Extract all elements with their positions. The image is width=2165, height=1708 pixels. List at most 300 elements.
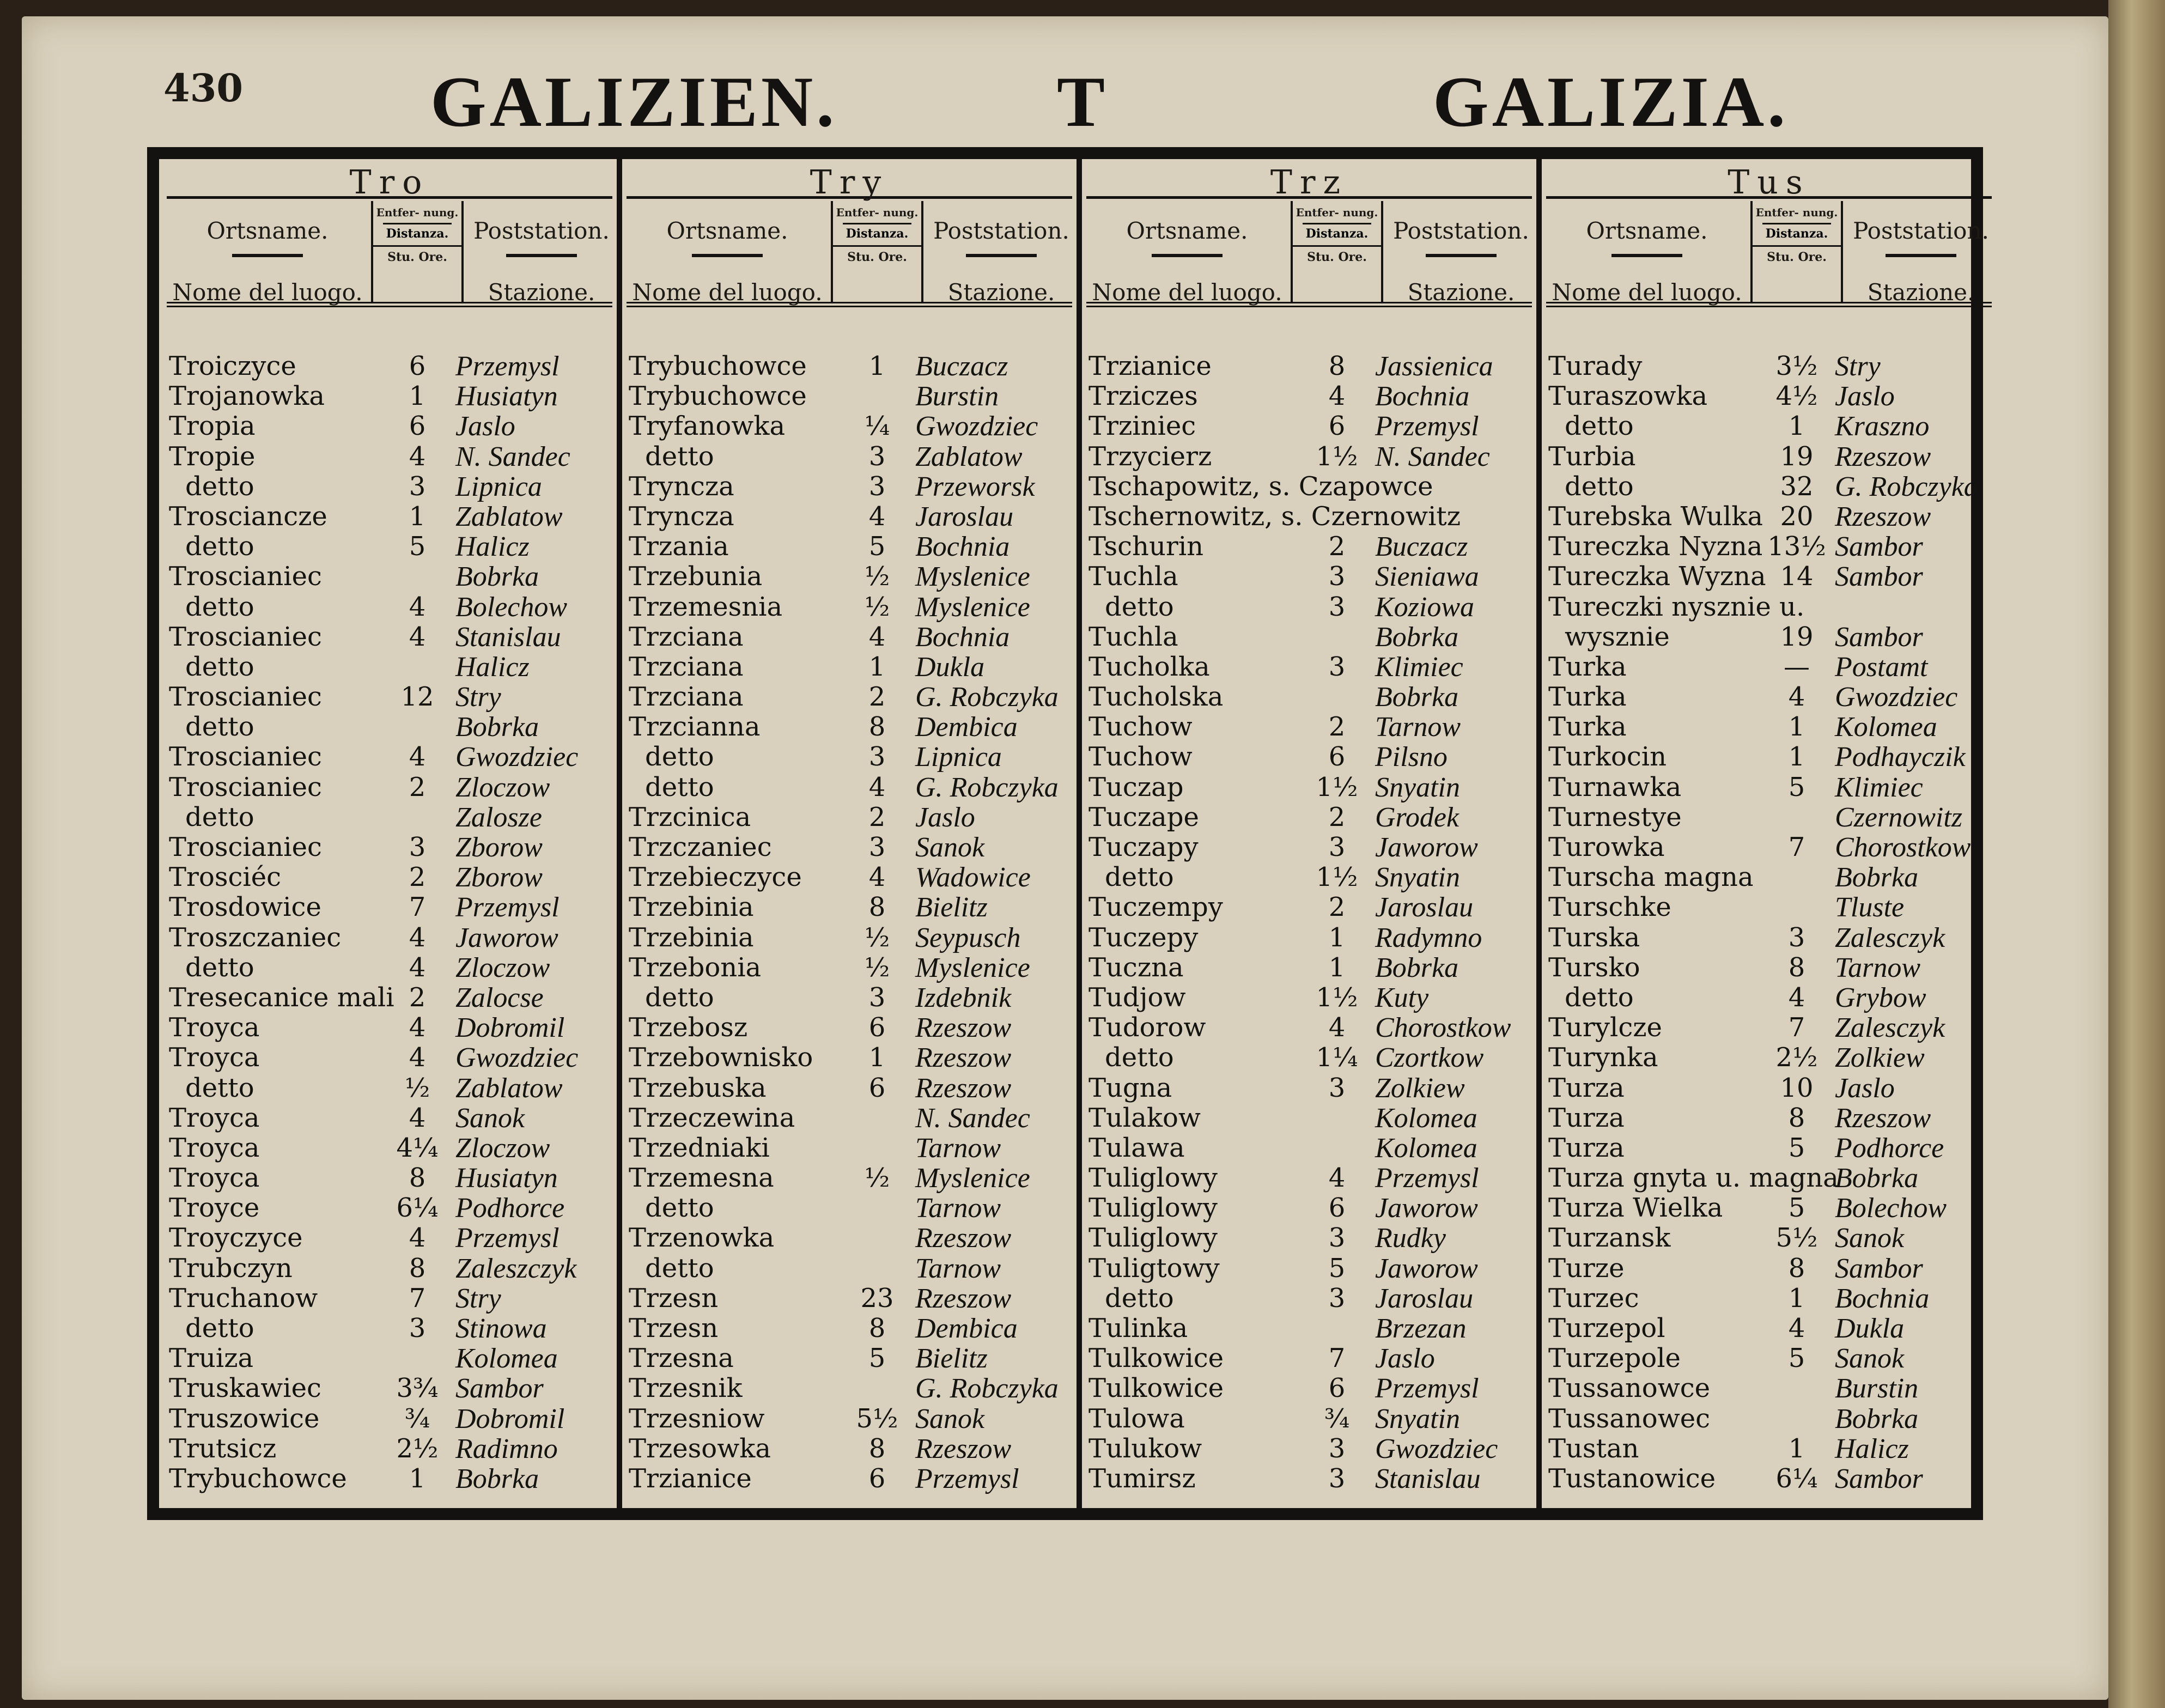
post-station: Bochnia: [915, 531, 1010, 563]
distance-value: 3: [1328, 1072, 1346, 1103]
post-station: Jaworow: [1375, 832, 1478, 863]
place-name: detto: [645, 741, 714, 773]
table-row: [167, 1314, 616, 1344]
distance-value: 13½: [1767, 531, 1826, 562]
place-name: detto: [1105, 862, 1174, 893]
distance-value: 6: [1328, 1193, 1346, 1224]
distance-value: 2: [868, 801, 886, 832]
place-name: detto: [1105, 1282, 1174, 1314]
post-station: G. Robczyka: [915, 682, 1059, 713]
distance-value: 3: [868, 832, 886, 862]
place-name: Turschke: [1548, 892, 1671, 923]
table-row: [167, 1163, 616, 1193]
table-row: [167, 381, 616, 411]
post-station: Zablatow: [915, 441, 1023, 472]
distance-value: 8: [1788, 1102, 1805, 1133]
table-row: [167, 652, 616, 682]
post-station: Husiatyn: [455, 381, 558, 412]
post-station: Zalesczyk: [1835, 922, 1945, 953]
post-station: Tarnow: [915, 1253, 1001, 1284]
divider: [692, 254, 763, 257]
place-name: Trzesowka: [629, 1433, 771, 1464]
post-station: Izdebnik: [915, 982, 1012, 1013]
table-row: [1546, 862, 1995, 892]
table-row: [1086, 983, 1535, 1013]
place-name: Trzebieczyce: [629, 862, 802, 893]
place-name: Turzansk: [1548, 1223, 1671, 1254]
distance-value: 6: [1328, 411, 1346, 442]
label-poststation: Poststation.: [1393, 217, 1529, 244]
distance-value: 7: [1328, 1343, 1346, 1374]
table-row: [1086, 1404, 1535, 1434]
distance-value: 1: [1788, 1282, 1805, 1314]
place-name: Trzebunia: [629, 561, 763, 592]
post-station: Zaleszczyk: [455, 1253, 577, 1284]
place-name: Turnestye: [1548, 801, 1682, 832]
distance-value: 8: [868, 892, 886, 923]
place-name: Trybuchowce: [629, 381, 807, 412]
place-name: detto: [645, 771, 714, 803]
distance-value: 4: [409, 1102, 426, 1133]
distance-value: 1: [409, 501, 426, 532]
table-row: [1086, 1013, 1535, 1043]
place-name: detto: [645, 441, 714, 472]
place-name: Tuliglowy: [1088, 1163, 1218, 1194]
table-row: [1086, 773, 1535, 803]
table-row: [1086, 742, 1535, 772]
post-station: Czortkow: [1375, 1042, 1484, 1074]
distance-value: ½: [864, 591, 890, 622]
column-subheader: [1086, 201, 1532, 307]
place-name: Turska: [1548, 922, 1640, 953]
distance-value: 4: [1788, 1313, 1805, 1344]
place-name: Tudorow: [1088, 1012, 1206, 1043]
entry-list: [1546, 351, 1995, 1494]
post-station: Bobrka: [455, 1463, 539, 1494]
table-row: [1086, 1464, 1535, 1494]
place-name: Trzebonia: [629, 952, 762, 983]
post-station: Postamt: [1835, 651, 1928, 683]
place-name: Turza Wielka: [1548, 1193, 1723, 1224]
post-station: Czernowitz: [1835, 801, 1963, 833]
table-row: [167, 1254, 616, 1284]
table-row: [167, 803, 616, 832]
place-name: Trziniec: [1088, 411, 1196, 442]
distance-value: 6: [868, 1072, 886, 1103]
place-name: Tuliglowy: [1088, 1193, 1218, 1224]
distance-value: 4: [1328, 381, 1346, 412]
place-name: Tucholska: [1088, 682, 1224, 713]
distance-value: 4: [409, 1042, 426, 1073]
post-station: Zablatow: [455, 501, 563, 532]
table-row: [1546, 1163, 1995, 1193]
distance-value: 4: [1328, 1012, 1346, 1043]
place-name: detto: [185, 952, 254, 983]
distance-value: ½: [864, 561, 890, 592]
place-name: Turowka: [1548, 832, 1665, 862]
table-row: [1546, 1133, 1995, 1163]
title-letter: T: [1057, 62, 1109, 142]
distance-value: 6¼: [396, 1193, 439, 1224]
post-station: Zalesczyk: [1835, 1012, 1945, 1044]
place-name: Tulkowice: [1088, 1343, 1224, 1374]
place-name: Truchanow: [169, 1282, 318, 1314]
post-station: Rzeszow: [915, 1012, 1012, 1044]
distance-value: 1: [868, 351, 886, 381]
table-row: [1086, 502, 1535, 532]
post-station: Dobromil: [455, 1012, 565, 1044]
place-name: Trzianice: [629, 1463, 752, 1494]
place-name: Tulinka: [1088, 1313, 1188, 1344]
distance-value: 4¼: [396, 1132, 439, 1163]
table-row: [1086, 622, 1535, 652]
place-name: Tryncza: [629, 471, 734, 502]
table-row: [627, 1284, 1075, 1314]
post-station: Przemysl: [455, 351, 560, 382]
label-stazione: Stazione.: [1407, 279, 1515, 306]
distance-value: 1: [868, 651, 886, 682]
table-row: [1546, 1103, 1995, 1133]
table-row: [167, 712, 616, 742]
divider: [232, 254, 303, 257]
place-name: Tschurin: [1088, 531, 1204, 562]
place-name: Trzebinia: [629, 922, 754, 953]
post-station: Bielitz: [915, 1343, 988, 1375]
table-row: [1086, 892, 1535, 922]
post-station: Jaroslau: [1375, 1282, 1474, 1314]
subheader-name: [167, 201, 368, 306]
place-name: Troyce: [169, 1193, 260, 1224]
table-row: [1086, 1254, 1535, 1284]
distance-value: 1½: [1316, 771, 1358, 803]
entry-list: [1086, 351, 1535, 1494]
table-row: [627, 622, 1075, 652]
place-name: Turza: [1548, 1132, 1625, 1163]
post-station: Stry: [455, 1282, 501, 1314]
distance-value: 23: [860, 1282, 894, 1314]
table-row: [1546, 1314, 1995, 1344]
post-station: Sambor: [1835, 531, 1923, 563]
distance-value: 3¾: [396, 1373, 439, 1404]
place-name: detto: [185, 651, 254, 682]
post-station: Jaslo: [1375, 1343, 1435, 1375]
post-station: Dembica: [915, 1313, 1018, 1344]
table-row: [1546, 803, 1995, 832]
table-row: [627, 1404, 1075, 1434]
distance-value: 5: [1788, 1193, 1805, 1224]
post-station: Jaworow: [1375, 1193, 1478, 1224]
distance-value: 3½: [1775, 351, 1818, 381]
distance-value: 32: [1780, 471, 1814, 502]
place-name: Tugna: [1088, 1072, 1172, 1103]
table-row: [167, 472, 616, 502]
table-row: [167, 953, 616, 983]
place-name: Turnawka: [1548, 771, 1682, 803]
table-row: [627, 381, 1075, 411]
place-name: Trzesn: [629, 1282, 719, 1314]
distance-value: 8: [1328, 351, 1346, 381]
table-row: [167, 1373, 616, 1403]
table-row: [1086, 1434, 1535, 1464]
post-station: Myslenice: [915, 1163, 1030, 1194]
post-station: Bobrka: [1375, 621, 1459, 653]
column-heading: Try: [627, 163, 1072, 199]
distance-value: 3: [1328, 651, 1346, 682]
post-station: Rzeszow: [915, 1433, 1012, 1464]
distance-value: 4: [409, 1223, 426, 1254]
place-name: Tuliglowy: [1088, 1223, 1218, 1254]
place-name: Turaszowka: [1548, 381, 1708, 412]
entry-list: [627, 351, 1075, 1494]
divider: [966, 254, 1037, 257]
table-row: [167, 1434, 616, 1464]
label-units: Stu. Ore.: [1753, 245, 1841, 264]
place-name: detto: [1565, 411, 1634, 442]
place-name: Tschernowitz, s. Czernowitz: [1088, 501, 1461, 532]
post-station: Brzezan: [1375, 1313, 1467, 1344]
place-name: Tucholka: [1088, 651, 1210, 682]
distance-value: 7: [1788, 832, 1805, 862]
distance-value: 1½: [1316, 862, 1358, 893]
post-station: Chorostkow: [1835, 832, 1971, 863]
column-subheader: [167, 201, 612, 307]
title-italian: GALIZIA.: [1433, 62, 1789, 142]
table-row: [1546, 773, 1995, 803]
table-row: [1546, 1043, 1995, 1073]
subheader-name: [1546, 201, 1748, 306]
table-row: [167, 442, 616, 472]
label-nome-luogo: Nome del luogo.: [1552, 279, 1742, 306]
place-name: Troyca: [169, 1042, 260, 1073]
table-row: [1546, 742, 1995, 772]
table-row: [627, 562, 1075, 592]
post-station: Bobrka: [455, 561, 539, 593]
place-name: Turza gnyta u. magna: [1548, 1163, 1839, 1194]
label-distanza: Distanza.: [383, 223, 452, 241]
distance-value: 4½: [1775, 381, 1818, 412]
place-name: Trzciana: [629, 651, 744, 682]
place-name: Tresecanice mali: [169, 982, 394, 1013]
table-row: [167, 1043, 616, 1073]
subheader-name: [1086, 201, 1288, 306]
distance-value: 2: [1328, 712, 1346, 743]
distance-value: 4: [409, 741, 426, 773]
table-row: [627, 1193, 1075, 1223]
table-row: [627, 502, 1075, 532]
place-name: Tustanowice: [1548, 1463, 1716, 1494]
post-station: Jaworow: [1375, 1253, 1478, 1284]
place-name: Truiza: [169, 1343, 254, 1374]
distance-value: 7: [409, 892, 426, 923]
distance-value: 5: [868, 531, 886, 562]
table-row: [1086, 953, 1535, 983]
distance-value: 2½: [1775, 1042, 1818, 1073]
post-station: Radymno: [1375, 922, 1482, 953]
post-station: Sambor: [1835, 1463, 1923, 1494]
entry-list: [167, 351, 616, 1494]
table-row: [167, 862, 616, 892]
place-name: Tropia: [169, 411, 256, 442]
table-row: [627, 1254, 1075, 1284]
post-station: Przemysl: [915, 1463, 1019, 1494]
distance-value: 7: [1788, 1012, 1805, 1043]
table-row: [167, 1284, 616, 1314]
subheader-post: [1845, 201, 1997, 306]
post-station: Bobrka: [1375, 682, 1459, 713]
post-station: Halicz: [455, 651, 530, 683]
post-station: Rzeszow: [915, 1042, 1012, 1074]
subheader-post: [1385, 201, 1537, 306]
column-heading: Trz: [1086, 163, 1532, 199]
distance-value: 4: [868, 862, 886, 893]
book-spine: [2108, 0, 2165, 1708]
place-name: Turebska Wulka: [1548, 501, 1763, 532]
table-row: [1086, 562, 1535, 592]
distance-value: 3: [868, 441, 886, 472]
table-row: [627, 832, 1075, 862]
place-name: Turbia: [1548, 441, 1636, 472]
subheader-distance: [831, 201, 923, 302]
table-row: [167, 502, 616, 532]
distance-value: 8: [409, 1253, 426, 1284]
distance-value: —: [1784, 651, 1810, 682]
label-entfernung: Entfer- nung.: [1296, 206, 1378, 219]
place-name: Trutsicz: [169, 1433, 277, 1464]
table-row: [627, 1043, 1075, 1073]
place-name: Turka: [1548, 712, 1627, 743]
post-station: Gwozdziec: [455, 1042, 579, 1074]
distance-value: 3: [1328, 1282, 1346, 1314]
distance-value: 4: [409, 952, 426, 983]
table-row: [1546, 411, 1995, 441]
place-name: Troscianiec: [169, 741, 322, 773]
distance-value: 6: [409, 411, 426, 442]
place-name: Troyca: [169, 1102, 260, 1133]
post-station: Snyatin: [1375, 1403, 1460, 1435]
table-row: [1086, 351, 1535, 381]
column-heading: Tro: [167, 163, 612, 199]
place-name: Tuchow: [1088, 741, 1193, 773]
post-station: Stry: [1835, 351, 1881, 382]
distance-value: 2: [409, 982, 426, 1013]
post-station: Rzeszow: [1835, 441, 1931, 472]
place-name: Turylcze: [1548, 1012, 1662, 1043]
label-poststation: Poststation.: [1853, 217, 1989, 244]
place-name: Troscianiec: [169, 682, 322, 713]
place-name: Trzciana: [629, 682, 744, 713]
distance-value: 4: [409, 441, 426, 472]
table-row: [1086, 1314, 1535, 1344]
place-name: Trzemesnia: [629, 591, 783, 622]
post-station: Buczacz: [1375, 531, 1468, 563]
table-row: [627, 1103, 1075, 1133]
post-station: Zborow: [455, 832, 543, 863]
column-tus: [1543, 163, 1995, 1517]
table-row: [1546, 472, 1995, 502]
place-name: Trubczyn: [169, 1253, 293, 1284]
place-name: Turscha magna: [1548, 862, 1754, 893]
post-station: Zloczow: [455, 1132, 550, 1164]
distance-value: 2: [1328, 531, 1346, 562]
post-station: Halicz: [1835, 1433, 1909, 1464]
post-station: Chorostkow: [1375, 1012, 1511, 1044]
place-name: Tursko: [1548, 952, 1640, 983]
place-name: Tryfanowka: [629, 411, 786, 442]
distance-value: 7: [409, 1282, 426, 1314]
distance-value: 1: [1328, 922, 1346, 953]
title-german: GALIZIEN.: [430, 62, 838, 142]
table-row: [627, 803, 1075, 832]
post-station: N. Sandec: [455, 441, 570, 472]
table-frame: [147, 147, 1989, 1520]
post-station: Przemysl: [1375, 1163, 1479, 1194]
table-row: [167, 592, 616, 622]
label-distanza: Distanza.: [843, 223, 911, 241]
distance-value: 10: [1780, 1072, 1814, 1103]
label-nome-luogo: Nome del luogo.: [172, 279, 363, 306]
table-row: [167, 532, 616, 562]
post-station: Tarnow: [915, 1193, 1001, 1224]
post-station: N. Sandec: [915, 1102, 1030, 1134]
post-station: Rzeszow: [1835, 1102, 1931, 1134]
place-name: detto: [185, 1072, 254, 1103]
table-row: [1546, 1223, 1995, 1253]
label-units: Stu. Ore.: [1293, 245, 1381, 264]
table-row: [1546, 1434, 1995, 1464]
post-station: Rzeszow: [915, 1282, 1012, 1314]
post-station: Dembica: [915, 712, 1018, 743]
place-name: detto: [185, 712, 254, 743]
distance-value: 5: [1328, 1253, 1346, 1284]
table-row: [627, 892, 1075, 922]
post-station: Sambor: [1835, 621, 1923, 653]
post-station: Kuty: [1375, 982, 1429, 1013]
label-poststation: Poststation.: [933, 217, 1069, 244]
label-nome-luogo: Nome del luogo.: [1092, 279, 1282, 306]
place-name: Trziczes: [1088, 381, 1198, 412]
distance-value: 5½: [856, 1403, 898, 1434]
post-station: Jaslo: [1835, 381, 1895, 412]
post-station: Klimiec: [1835, 771, 1923, 803]
distance-value: 20: [1780, 501, 1814, 532]
distance-value: ½: [404, 1072, 430, 1103]
table-row: [1546, 923, 1995, 953]
distance-value: 1½: [1316, 441, 1358, 472]
column-tro: [163, 163, 616, 1517]
distance-value: 8: [868, 1433, 886, 1464]
place-name: Truszowice: [169, 1403, 320, 1434]
distance-value: 1¼: [1316, 1042, 1358, 1073]
subheader-name: [627, 201, 828, 306]
table-row: [1086, 832, 1535, 862]
place-name: Turza: [1548, 1072, 1625, 1103]
label-entfernung: Entfer- nung.: [836, 206, 919, 219]
place-name: Trosciancze: [169, 501, 327, 532]
distance-value: 2: [409, 862, 426, 893]
table-row: [167, 1013, 616, 1043]
distance-value: ½: [864, 952, 890, 983]
post-station: Jassienica: [1375, 351, 1493, 382]
place-name: Trzczaniec: [629, 832, 772, 862]
place-name: Turynka: [1548, 1042, 1658, 1073]
place-name: detto: [645, 982, 714, 1013]
post-station: Snyatin: [1375, 771, 1460, 803]
subheader-distance: [1291, 201, 1383, 302]
place-name: Tuczape: [1088, 801, 1199, 832]
post-station: Myslenice: [915, 952, 1030, 983]
place-name: Troscianiec: [169, 621, 322, 652]
post-station: Lipnica: [455, 471, 542, 502]
